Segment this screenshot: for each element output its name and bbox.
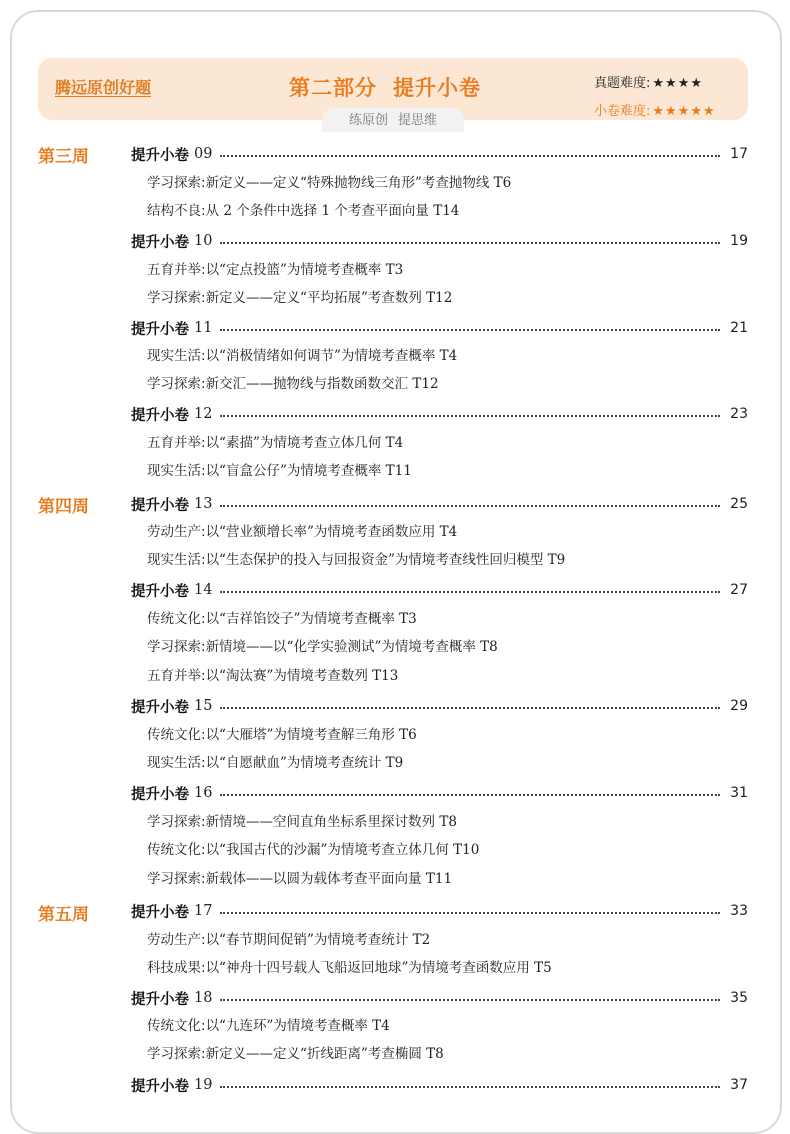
entry-number: 18 xyxy=(194,990,213,1006)
entry-label: 提升小卷 xyxy=(131,407,189,424)
topic-text: 新情境——以“化学实验测试”为情境考查概率 T8 xyxy=(205,639,498,655)
entry-label: 提升小卷 xyxy=(131,497,189,514)
topic-category: 学习探索: xyxy=(147,175,206,191)
topic-line xyxy=(147,173,511,193)
topic-line xyxy=(147,666,398,686)
topic-category: 五育并举: xyxy=(147,435,206,451)
page-number: 19 xyxy=(730,233,748,249)
part-prefix: 第二部分 xyxy=(289,75,377,100)
topic-category: 科技成果: xyxy=(147,960,206,976)
toc-entry[interactable] xyxy=(131,782,748,804)
topic-line xyxy=(147,869,452,889)
topic-line xyxy=(147,433,403,453)
topic-category: 劳动生产: xyxy=(147,524,206,540)
topic-text: 以“我国古代的沙漏”为情境考查立体几何 T10 xyxy=(205,842,480,858)
topic-category: 现实生活: xyxy=(147,348,206,364)
week-label: 第五周 xyxy=(38,905,89,925)
toc-entry[interactable] xyxy=(131,493,748,515)
subtitle-tab xyxy=(322,108,464,132)
page-number: 31 xyxy=(730,785,748,801)
page-number: 27 xyxy=(730,582,748,598)
toc-entry[interactable] xyxy=(131,1074,748,1096)
topic-category: 现实生活: xyxy=(147,463,206,479)
dot-leader xyxy=(220,1086,720,1088)
topic-line xyxy=(147,930,430,950)
dot-leader xyxy=(220,591,720,593)
subtitle-1: 练原创 xyxy=(348,113,388,128)
difficulty-label: 小卷难度: xyxy=(594,104,651,119)
toc-entry[interactable] xyxy=(131,317,748,339)
topic-category: 学习探索: xyxy=(147,639,206,655)
topic-category: 现实生活: xyxy=(147,552,206,568)
star-rating: ★★★★★ xyxy=(652,104,716,119)
entry-label: 提升小卷 xyxy=(131,991,189,1008)
topic-category: 结构不良: xyxy=(147,203,206,219)
topic-line xyxy=(147,522,457,542)
page-number: 29 xyxy=(730,698,748,714)
topic-category: 五育并举: xyxy=(147,668,206,684)
entry-number: 10 xyxy=(194,233,213,249)
topic-line xyxy=(147,260,403,280)
toc-entry[interactable] xyxy=(131,900,748,922)
topic-category: 学习探索: xyxy=(147,1046,206,1062)
topic-text: 以“大雁塔”为情境考查解三角形 T6 xyxy=(205,727,417,743)
entry-label: 提升小卷 xyxy=(131,147,189,164)
toc-entry[interactable] xyxy=(131,403,748,425)
topic-line xyxy=(147,374,439,394)
entry-number: 15 xyxy=(194,698,213,714)
page-number: 21 xyxy=(730,320,748,336)
topic-category: 学习探索: xyxy=(147,871,206,887)
topic-text: 以“吉祥馅饺子”为情境考查概率 T3 xyxy=(205,611,417,627)
topic-line xyxy=(147,346,457,366)
page-number: 35 xyxy=(730,990,748,1006)
topic-category: 学习探索: xyxy=(147,290,206,306)
dot-leader xyxy=(220,912,720,914)
dot-leader xyxy=(220,242,720,244)
topic-text: 以“神舟十四号载人飞船返回地球”为情境考查函数应用 T5 xyxy=(205,960,552,976)
topic-line xyxy=(147,1016,390,1036)
topic-line xyxy=(147,753,403,773)
topic-text: 以“定点投篮”为情境考查概率 T3 xyxy=(205,262,404,278)
toc-entry[interactable] xyxy=(131,695,748,717)
week-label: 第四周 xyxy=(38,497,89,517)
page-number: 33 xyxy=(730,903,748,919)
topic-line xyxy=(147,609,417,629)
topic-text: 以“盲盒公仔”为情境考查概率 T11 xyxy=(205,463,412,479)
topic-text: 新交汇——抛物线与指数函数交汇 T12 xyxy=(205,376,439,392)
topic-text: 从 2 个条件中选择 1 个考查平面向量 T14 xyxy=(205,203,460,219)
entry-label: 提升小卷 xyxy=(131,1078,189,1095)
topic-line xyxy=(147,812,457,832)
entry-label: 提升小卷 xyxy=(131,904,189,921)
topic-category: 五育并举: xyxy=(147,262,206,278)
topic-line xyxy=(147,461,412,481)
page-number: 17 xyxy=(730,146,748,162)
topic-category: 劳动生产: xyxy=(147,932,206,948)
topic-text: 新定义——定义“折线距离”考查椭圆 T8 xyxy=(205,1046,444,1062)
dot-leader xyxy=(220,999,720,1001)
page-number: 25 xyxy=(730,496,748,512)
dot-leader xyxy=(220,415,720,417)
dot-leader xyxy=(220,155,720,157)
topic-category: 传统文化: xyxy=(147,727,206,743)
entry-number: 16 xyxy=(194,785,213,801)
topic-text: 以“春节期间促销”为情境考查统计 T2 xyxy=(205,932,431,948)
topic-category: 学习探索: xyxy=(147,814,206,830)
topic-line xyxy=(147,1044,444,1064)
entry-label: 提升小卷 xyxy=(131,786,189,803)
topic-text: 以“营业额增长率”为情境考查函数应用 T4 xyxy=(205,524,458,540)
entry-label: 提升小卷 xyxy=(131,583,189,600)
topic-category: 传统文化: xyxy=(147,1018,206,1034)
difficulty-label: 真题难度: xyxy=(594,76,651,91)
topic-text: 以“淘汰赛”为情境考查数列 T13 xyxy=(205,668,399,684)
entry-label: 提升小卷 xyxy=(131,321,189,338)
week-label: 第三周 xyxy=(38,147,89,167)
star-rating: ★★★★ xyxy=(652,76,704,91)
topic-text: 新定义——定义“平均拓展”考查数列 T12 xyxy=(205,290,453,306)
topic-text: 新定义——定义“特殊抛物线三角形”考查抛物线 T6 xyxy=(205,175,512,191)
entry-number: 11 xyxy=(194,320,213,336)
topic-text: 以“自愿献血”为情境考查统计 T9 xyxy=(205,755,404,771)
toc-entry[interactable] xyxy=(131,987,748,1009)
entry-number: 13 xyxy=(194,496,213,512)
entry-number: 19 xyxy=(194,1077,213,1093)
topic-text: 新载体——以圆为载体考查平面向量 T11 xyxy=(205,871,453,887)
subtitle-2: 提思维 xyxy=(398,113,438,128)
toc-entry[interactable] xyxy=(131,579,748,601)
topic-line xyxy=(147,288,452,308)
topic-line xyxy=(147,840,479,860)
topic-text: 以“素描”为情境考查立体几何 T4 xyxy=(205,435,404,451)
entry-number: 17 xyxy=(194,903,213,919)
entry-number: 09 xyxy=(194,146,213,162)
dot-leader xyxy=(220,707,720,709)
real-exam-difficulty xyxy=(594,72,703,91)
entry-label: 提升小卷 xyxy=(131,699,189,716)
entry-number: 14 xyxy=(194,582,213,598)
topic-line xyxy=(147,725,417,745)
part-title xyxy=(230,72,540,102)
topic-text: 以“九连环”为情境考查概率 T4 xyxy=(205,1018,390,1034)
page-number: 23 xyxy=(730,406,748,422)
toc-entry[interactable] xyxy=(131,143,748,165)
topic-line xyxy=(147,201,459,221)
part-name: 提升小卷 xyxy=(393,75,481,100)
toc-entry[interactable] xyxy=(131,230,748,252)
dot-leader xyxy=(220,794,720,796)
topic-text: 以“消极情绪如何调节”为情境考查概率 T4 xyxy=(205,348,458,364)
topic-category: 现实生活: xyxy=(147,755,206,771)
paper-difficulty xyxy=(594,100,716,119)
dot-leader xyxy=(220,505,720,507)
topic-line xyxy=(147,958,552,978)
topic-text: 新情境——空间直角坐标系里探讨数列 T8 xyxy=(205,814,457,830)
entry-number: 12 xyxy=(194,406,213,422)
topic-text: 以“生态保护的投入与回报资金”为情境考查线性回归模型 T9 xyxy=(205,552,566,568)
topic-category: 学习探索: xyxy=(147,376,206,392)
topic-category: 传统文化: xyxy=(147,611,206,627)
topic-line xyxy=(147,637,498,657)
entry-label: 提升小卷 xyxy=(131,234,189,251)
brand-logo: 腾远原创好题 xyxy=(55,78,152,97)
dot-leader xyxy=(220,329,720,331)
topic-line xyxy=(147,550,565,570)
topic-category: 传统文化: xyxy=(147,842,206,858)
page-number: 37 xyxy=(730,1077,748,1093)
